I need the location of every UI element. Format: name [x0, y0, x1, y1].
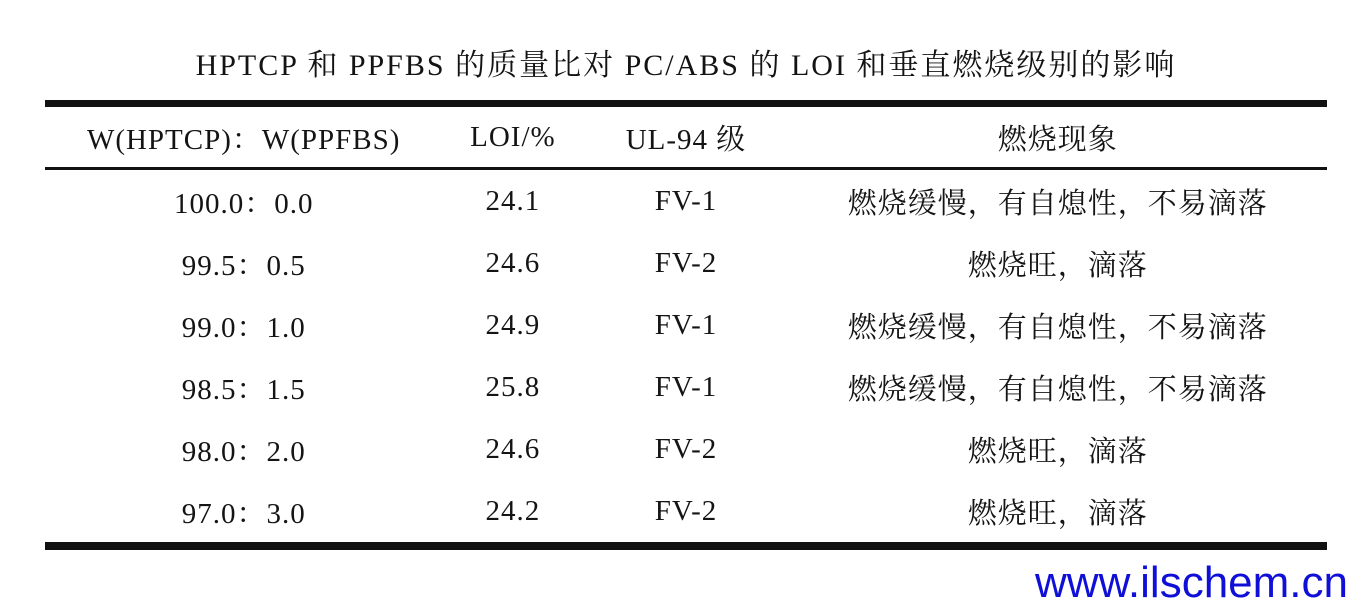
- table-row: [45, 480, 1327, 546]
- cell-ratio: 99.0：1.0: [181, 311, 306, 344]
- column-header-loi: LOI/%: [442, 104, 583, 169]
- cell-phenomenon: 燃烧旺，滴落: [967, 435, 1148, 468]
- cell-ratio: 99.5：0.5: [181, 249, 306, 282]
- cell-ratio: 97.0：3.0: [181, 497, 306, 530]
- cell-loi: 24.1: [485, 184, 541, 217]
- cell-phenomenon: 燃烧缓慢，有自熄性，不易滴落: [847, 373, 1268, 406]
- cell-ratio: 98.5：1.5: [181, 373, 306, 406]
- column-header-phenomenon: 燃烧现象: [789, 104, 1327, 169]
- cell-ul94: FV-2: [654, 432, 718, 465]
- cell-ul94: FV-1: [654, 308, 718, 341]
- cell-phenomenon: 燃烧旺，滴落: [967, 497, 1148, 530]
- cell-ul94: FV-1: [654, 370, 718, 403]
- cell-loi: 24.6: [485, 246, 541, 279]
- table-row: [45, 232, 1327, 294]
- table-row: [45, 294, 1327, 356]
- cell-loi: 24.2: [485, 494, 541, 527]
- watermark-url: www.ilschem.cn: [1035, 558, 1348, 603]
- cell-ratio: 98.0：2.0: [181, 435, 306, 468]
- table-header-row: [45, 104, 1327, 169]
- cell-ratio: 100.0：0.0: [173, 187, 314, 220]
- cell-ul94: FV-2: [654, 494, 718, 527]
- cell-ul94: FV-1: [654, 184, 718, 217]
- data-table: [45, 100, 1327, 550]
- cell-phenomenon: 燃烧缓慢，有自熄性，不易滴落: [847, 187, 1268, 220]
- column-header-ul94: UL-94 级: [583, 104, 788, 169]
- table-title: HPTCP 和 PPFBS 的质量比对 PC/ABS 的 LOI 和垂直燃烧级别的影响: [195, 49, 1177, 82]
- table-row: [45, 356, 1327, 418]
- cell-phenomenon: 燃烧旺，滴落: [967, 249, 1148, 282]
- cell-loi: 24.6: [485, 432, 541, 465]
- column-header-ratio: W(HPTCP)：W(PPFBS): [45, 104, 442, 169]
- cell-loi: 24.9: [485, 308, 541, 341]
- cell-loi: 25.8: [485, 370, 541, 403]
- table-row: [45, 169, 1327, 233]
- cell-ul94: FV-2: [654, 246, 718, 279]
- cell-phenomenon: 燃烧缓慢，有自熄性，不易滴落: [847, 311, 1268, 344]
- table-row: [45, 418, 1327, 480]
